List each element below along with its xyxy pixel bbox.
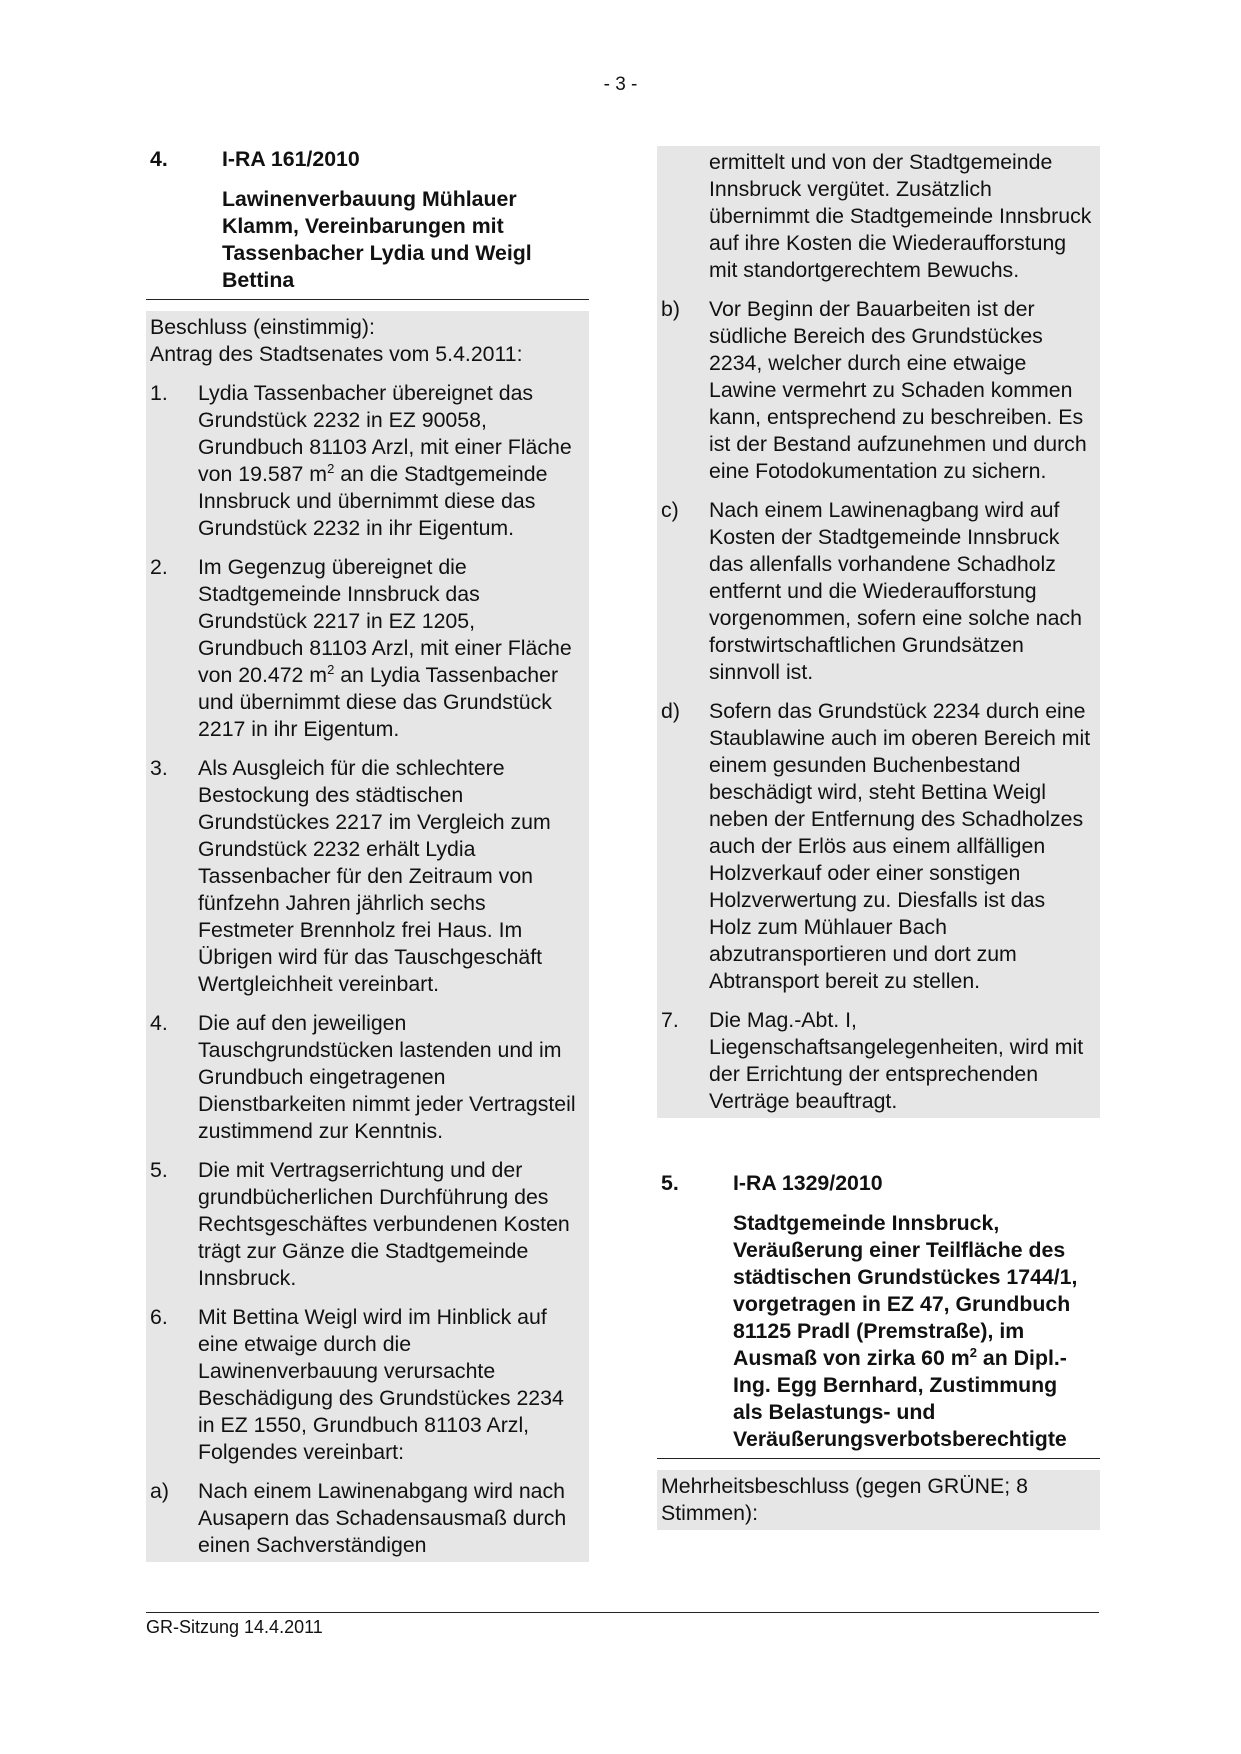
agenda-item-header [146, 146, 589, 173]
page-footer: GR-Sitzung 14.4.2011 [146, 1612, 1099, 1638]
resolution-block-continued [657, 146, 1100, 1118]
list-marker: d) [661, 699, 680, 723]
list-text: Als Ausgleich für die schlechtere Bestockung des städtischen Grundstückes 2217 im Vergleich zum Grundstück 2232 erhält Lydia Tassenbacher für den Zeitraum von fünfzehn Jahren jährlich sechs Festmeter Brennholz frei Haus. Im Übrigen wird für das Tauschgeschäft Wertgleichheit vereinbart. [198, 756, 551, 996]
list-item [661, 149, 1092, 284]
agenda-item-number: 4. [150, 147, 168, 171]
list-text: Lydia Tassenbacher übereignet das Grundstück 2232 in EZ 90058, Grundbuch 81103 Arzl, mit einer Fläche von 19.587 $m^2$ an die Stadtgemeinde Innsbruck und übernimmt diese das Grundstück 2232 in ihr Eigentum. [198, 381, 572, 540]
list-marker: 2. [150, 555, 168, 579]
list-item [661, 296, 1092, 485]
list-marker: 3. [150, 756, 168, 780]
list-marker: 4. [150, 1011, 168, 1035]
right-column [657, 146, 1100, 1530]
list-marker: b) [661, 297, 680, 321]
list-text: Sofern das Grundstück 2234 durch eine Staublawine auch im oberen Bereich mit einem gesunden Buchenbestand beschädigt wird, steht Bettina Weigl neben der Entfernung des Schadholzes auch der Erlös aus einem allfälligen Holzverkauf oder einer sonstigen Holzverwertung zu. Diesfalls ist das Holz zum Mühlauer Bach abzutransportieren und dort zum Abtransport bereit zu stellen. [709, 699, 1091, 993]
list-item [150, 1304, 581, 1466]
resolution-type: Beschluss (einstimmig): [150, 315, 375, 339]
list-text: Im Gegenzug übereignet die Stadtgemeinde Innsbruck das Grundstück 2217 in EZ 1205, Grundbuch 81103 Arzl, mit einer Fläche von 20.472 $m^2$ an Lydia Tassenbacher und übernimmt diese das Grundstück 2217 in ihr Eigentum. [198, 555, 572, 741]
agenda-item-title: Stadtgemeinde Innsbruck, Veräußerung einer Teilfläche des städtischen Grundstückes 1744/1, vorgetragen in EZ 47, Grundbuch 81125 Pradl (Premstraße), im Ausmaß von zirka 60 $m^2$ an Dipl.-Ing. Egg Bernhard, Zustimmung als Belastungs- und Veräußerungsverbotsberechtigte [733, 1211, 1078, 1451]
list-item [150, 1478, 581, 1559]
list-item [661, 698, 1092, 995]
list-marker: 6. [150, 1305, 168, 1329]
list-marker: a) [150, 1479, 169, 1503]
page-number: - 3 - [603, 74, 638, 95]
resolution-block [657, 1470, 1100, 1530]
resolution-block [146, 311, 589, 1562]
list-item [150, 380, 581, 542]
list-text: Nach einem Lawinenagbang wird auf Kosten der Stadtgemeinde Innsbruck das allenfalls vorhandene Schadholz entfernt und die Wiederaufforstung vorgenommen, sofern eine solche nach forstwirtschaftlichen Grundsätzen sinnvoll ist. [709, 498, 1082, 684]
agenda-item-title: Lawinenverbauung Mühlauer Klamm, Vereinbarungen mit Tassenbacher Lydia und Weigl Bettina [222, 187, 532, 292]
list-text: Die Mag.-Abt. I, Liegenschaftsangelegenheiten, wird mit der Errichtung der entsprechenden Verträge beauftragt. [709, 1008, 1084, 1113]
list-item [150, 755, 581, 998]
list-marker: 5. [150, 1158, 168, 1182]
agenda-item-number: 5. [661, 1171, 679, 1195]
list-item [661, 1007, 1092, 1115]
list-text: Die auf den jeweiligen Tauschgrundstücken lastenden und im Grundbuch eingetragenen Dienstbarkeiten nimmt jeder Vertragsteil zustimmend zur Kenntnis. [198, 1011, 576, 1143]
list-text: Vor Beginn der Bauarbeiten ist der südliche Bereich des Grundstückes 2234, welcher durch eine etwaige Lawine vermehrt zu Schaden kommen kann, entsprechend zu beschreiben. Es ist der Bestand aufzunehmen und durch eine Fotodokumentation zu sichern. [709, 297, 1087, 483]
left-column [146, 146, 589, 1562]
list-item [150, 1157, 581, 1292]
list-text: Mit Bettina Weigl wird im Hinblick auf eine etwaige durch die Lawinenverbauung verursachte Beschädigung des Grundstückes 2234 in EZ 1550, Grundbuch 81103 Arzl, Folgendes vereinbart: [198, 1305, 564, 1464]
list-item [150, 1010, 581, 1145]
list-text: ermittelt und von der Stadtgemeinde Innsbruck vergütet. Zusätzlich übernimmt die Stadtgemeinde Innsbruck auf ihre Kosten die Wiederaufforstung mit standortgerechtem Bewuchs. [709, 150, 1092, 282]
resolution-type: Mehrheitsbeschluss (gegen GRÜNE; 8 Stimmen): [661, 1474, 1028, 1525]
motion-line: Antrag des Stadtsenates vom 5.4.2011: [150, 342, 523, 366]
list-item [150, 554, 581, 743]
list-text: Die mit Vertragserrichtung und der grundbücherlichen Durchführung des Rechtsgeschäftes verbundenen Kosten trägt zur Gänze die Stadtgemeinde Innsbruck. [198, 1158, 570, 1290]
list-marker: c) [661, 498, 679, 522]
list-marker: 1. [150, 381, 168, 405]
agenda-item-code: I-RA 1329/2010 [733, 1171, 883, 1195]
agenda-item-header [657, 1170, 1100, 1197]
list-marker: 7. [661, 1008, 679, 1032]
agenda-item-code: I-RA 161/2010 [222, 147, 360, 171]
list-text: Nach einem Lawinenabgang wird nach Ausapern das Schadensausmaß durch einen Sachverständigen [198, 1479, 567, 1557]
list-item [661, 497, 1092, 686]
